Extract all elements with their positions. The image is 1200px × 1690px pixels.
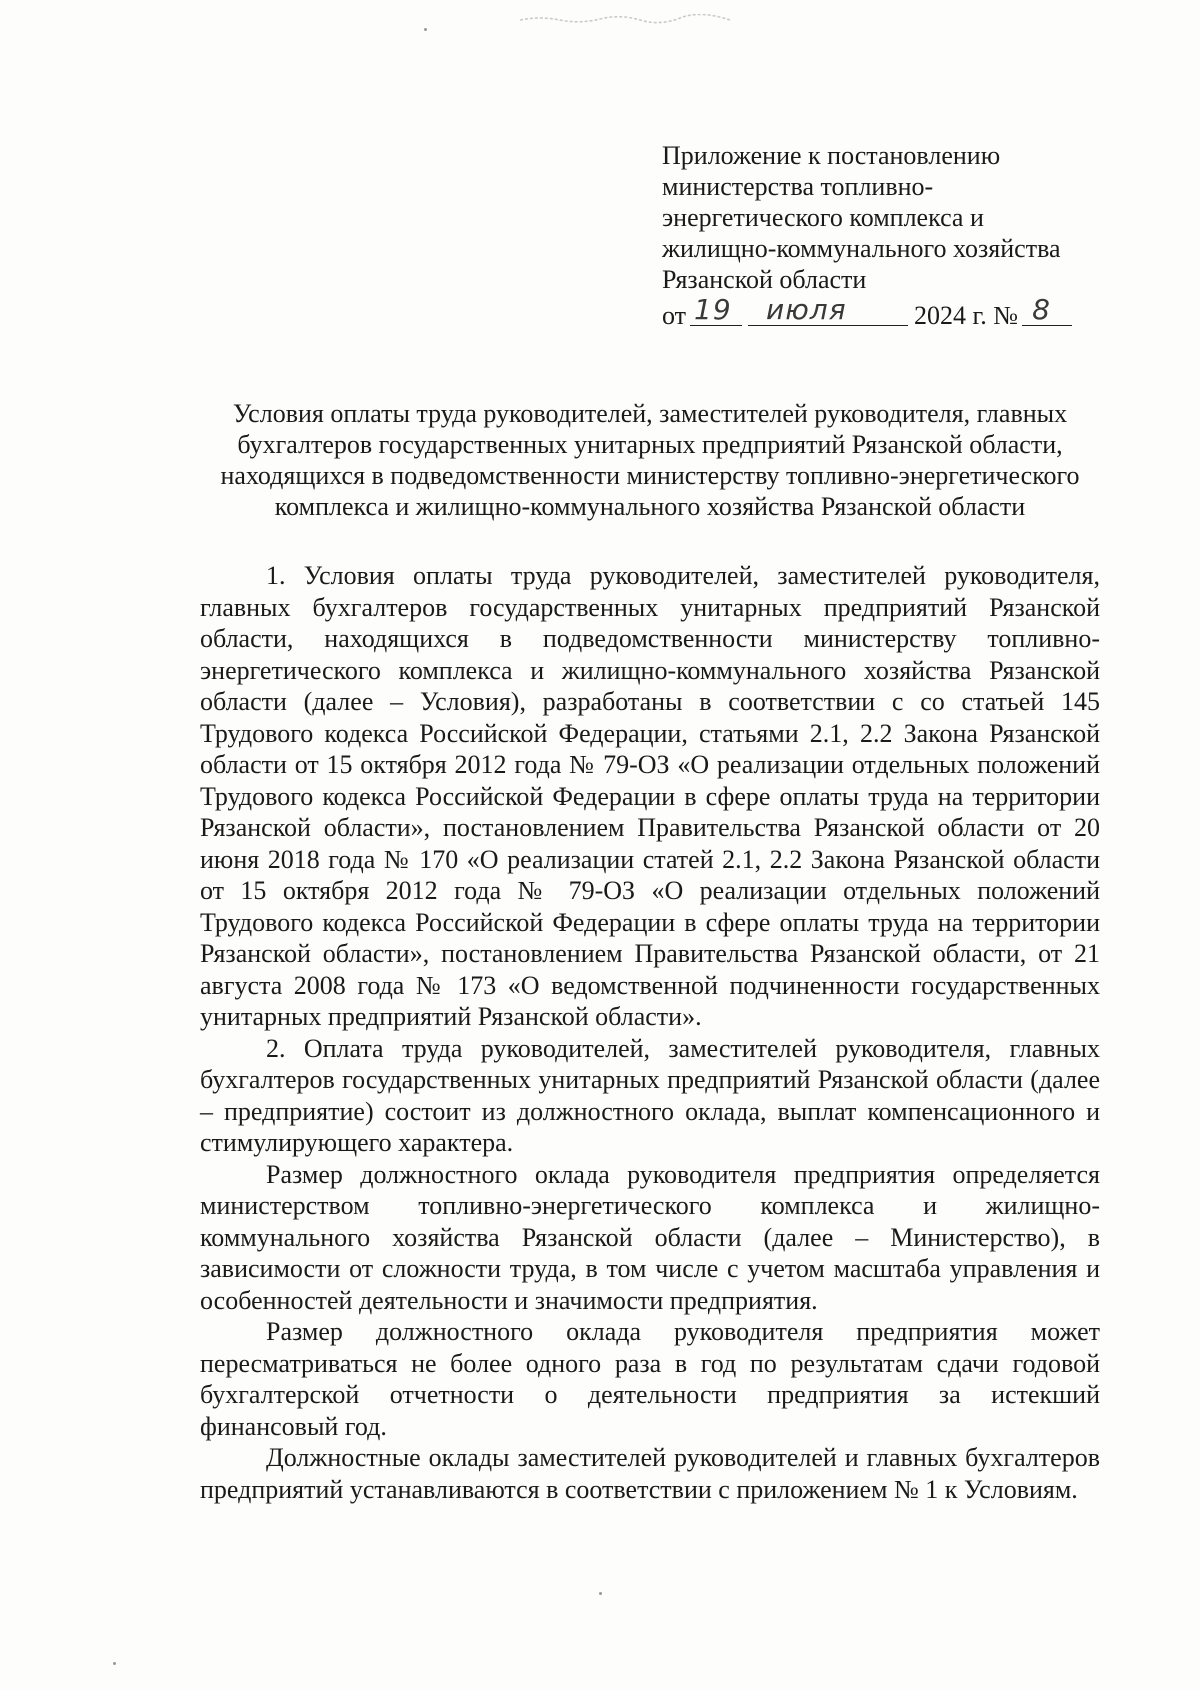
document-body: [200, 560, 1100, 1505]
paragraph: 2. Оплата труда руководителей, заместителей руководителя, главных бухгалтеров государственных унитарных предприятий Рязанской области (далее – предприятие) состоит из должностного оклада, выплат компенсационного и стимулирующего характера.: [200, 1033, 1100, 1157]
appendix-line: Рязанской области: [662, 265, 867, 294]
document-title: [200, 398, 1100, 522]
date-prefix: от: [662, 301, 687, 330]
appendix-line: энергетического комплекса и: [662, 203, 984, 232]
paragraph: 1. Условия оплаты труда руководителей, заместителей руководителя, главных бухгалтеров государственных унитарных предприятий Рязанской области, находящихся в подведомственности министерству топливно-энергетического комплекса и жилищно-коммунального хозяйства Рязанской области (далее – Условия), разработаны в соответствии с со статьей 145 Трудового кодекса Российской Федерации, статьями 2.1, 2.2 Закона Рязанской области от 15 октября 2012 года № 79-ОЗ «О реализации отдельных положений Трудового кодекса Российской Федерации в сфере оплаты труда на территории Рязанской области», постановлением Правительства Рязанской области от 20 июня 2018 года № 170 «О реализации статей 2.1, 2.2 Закона Рязанской области от 15 октября 2012 года № 79-ОЗ «О реализации отдельных положений Трудового кодекса Российской Федерации в сфере оплаты труда на территории Рязанской области», постановлением Правительства Рязанской области, от 21 августа 2008 года № 173 «О ведомственной подчиненности государственных унитарных предприятий Рязанской области».: [200, 561, 1100, 1031]
appendix-header: [662, 140, 1102, 331]
appendix-line: министерства топливно-: [662, 172, 934, 201]
title-line: комплекса и жилищно-коммунального хозяйства Рязанской области: [274, 492, 1026, 521]
appendix-line: Приложение к постановлению: [662, 141, 1001, 170]
scan-speck: [424, 28, 427, 31]
scan-speck: [599, 1592, 602, 1595]
title-line: находящихся в подведомственности министерству топливно-энергетического: [220, 461, 1080, 490]
date-month-field: [748, 293, 908, 326]
date-year: 2024 г. №: [914, 301, 1019, 330]
scan-speck: [113, 1662, 116, 1665]
date-month-handwritten: июля: [766, 293, 847, 326]
appendix-date-line: [662, 295, 1102, 331]
title-line: Условия оплаты труда руководителей, заместителей руководителя, главных: [232, 399, 1068, 428]
paragraph: Должностные оклады заместителей руководителей и главных бухгалтеров предприятий устанавливаются в соответствии с приложением № 1 к Условиям.: [200, 1443, 1100, 1504]
date-day-handwritten: 19: [694, 293, 732, 326]
number-handwritten: 8: [1032, 293, 1051, 326]
scan-artifact: [520, 14, 730, 24]
title-line: бухгалтеров государственных унитарных предприятий Рязанской области,: [237, 430, 1063, 459]
paragraph: Размер должностного оклада руководителя предприятия определяется министерством топливно-энергетического комплекса и жилищно-коммунального хозяйства Рязанской области (далее – Министерство), в зависимости от сложности труда, в том числе с учетом масштаба управления и особенностей деятельности и значимости предприятия.: [200, 1159, 1100, 1315]
number-field: [1022, 293, 1072, 326]
appendix-line: жилищно-коммунального хозяйства: [662, 234, 1061, 263]
date-day-field: [690, 293, 742, 326]
paragraph: Размер должностного оклада руководителя предприятия может пересматриваться не более одного раза в год по результатам сдачи годовой бухгалтерской отчетности о деятельности предприятия за истекший финансовый год.: [200, 1317, 1100, 1441]
